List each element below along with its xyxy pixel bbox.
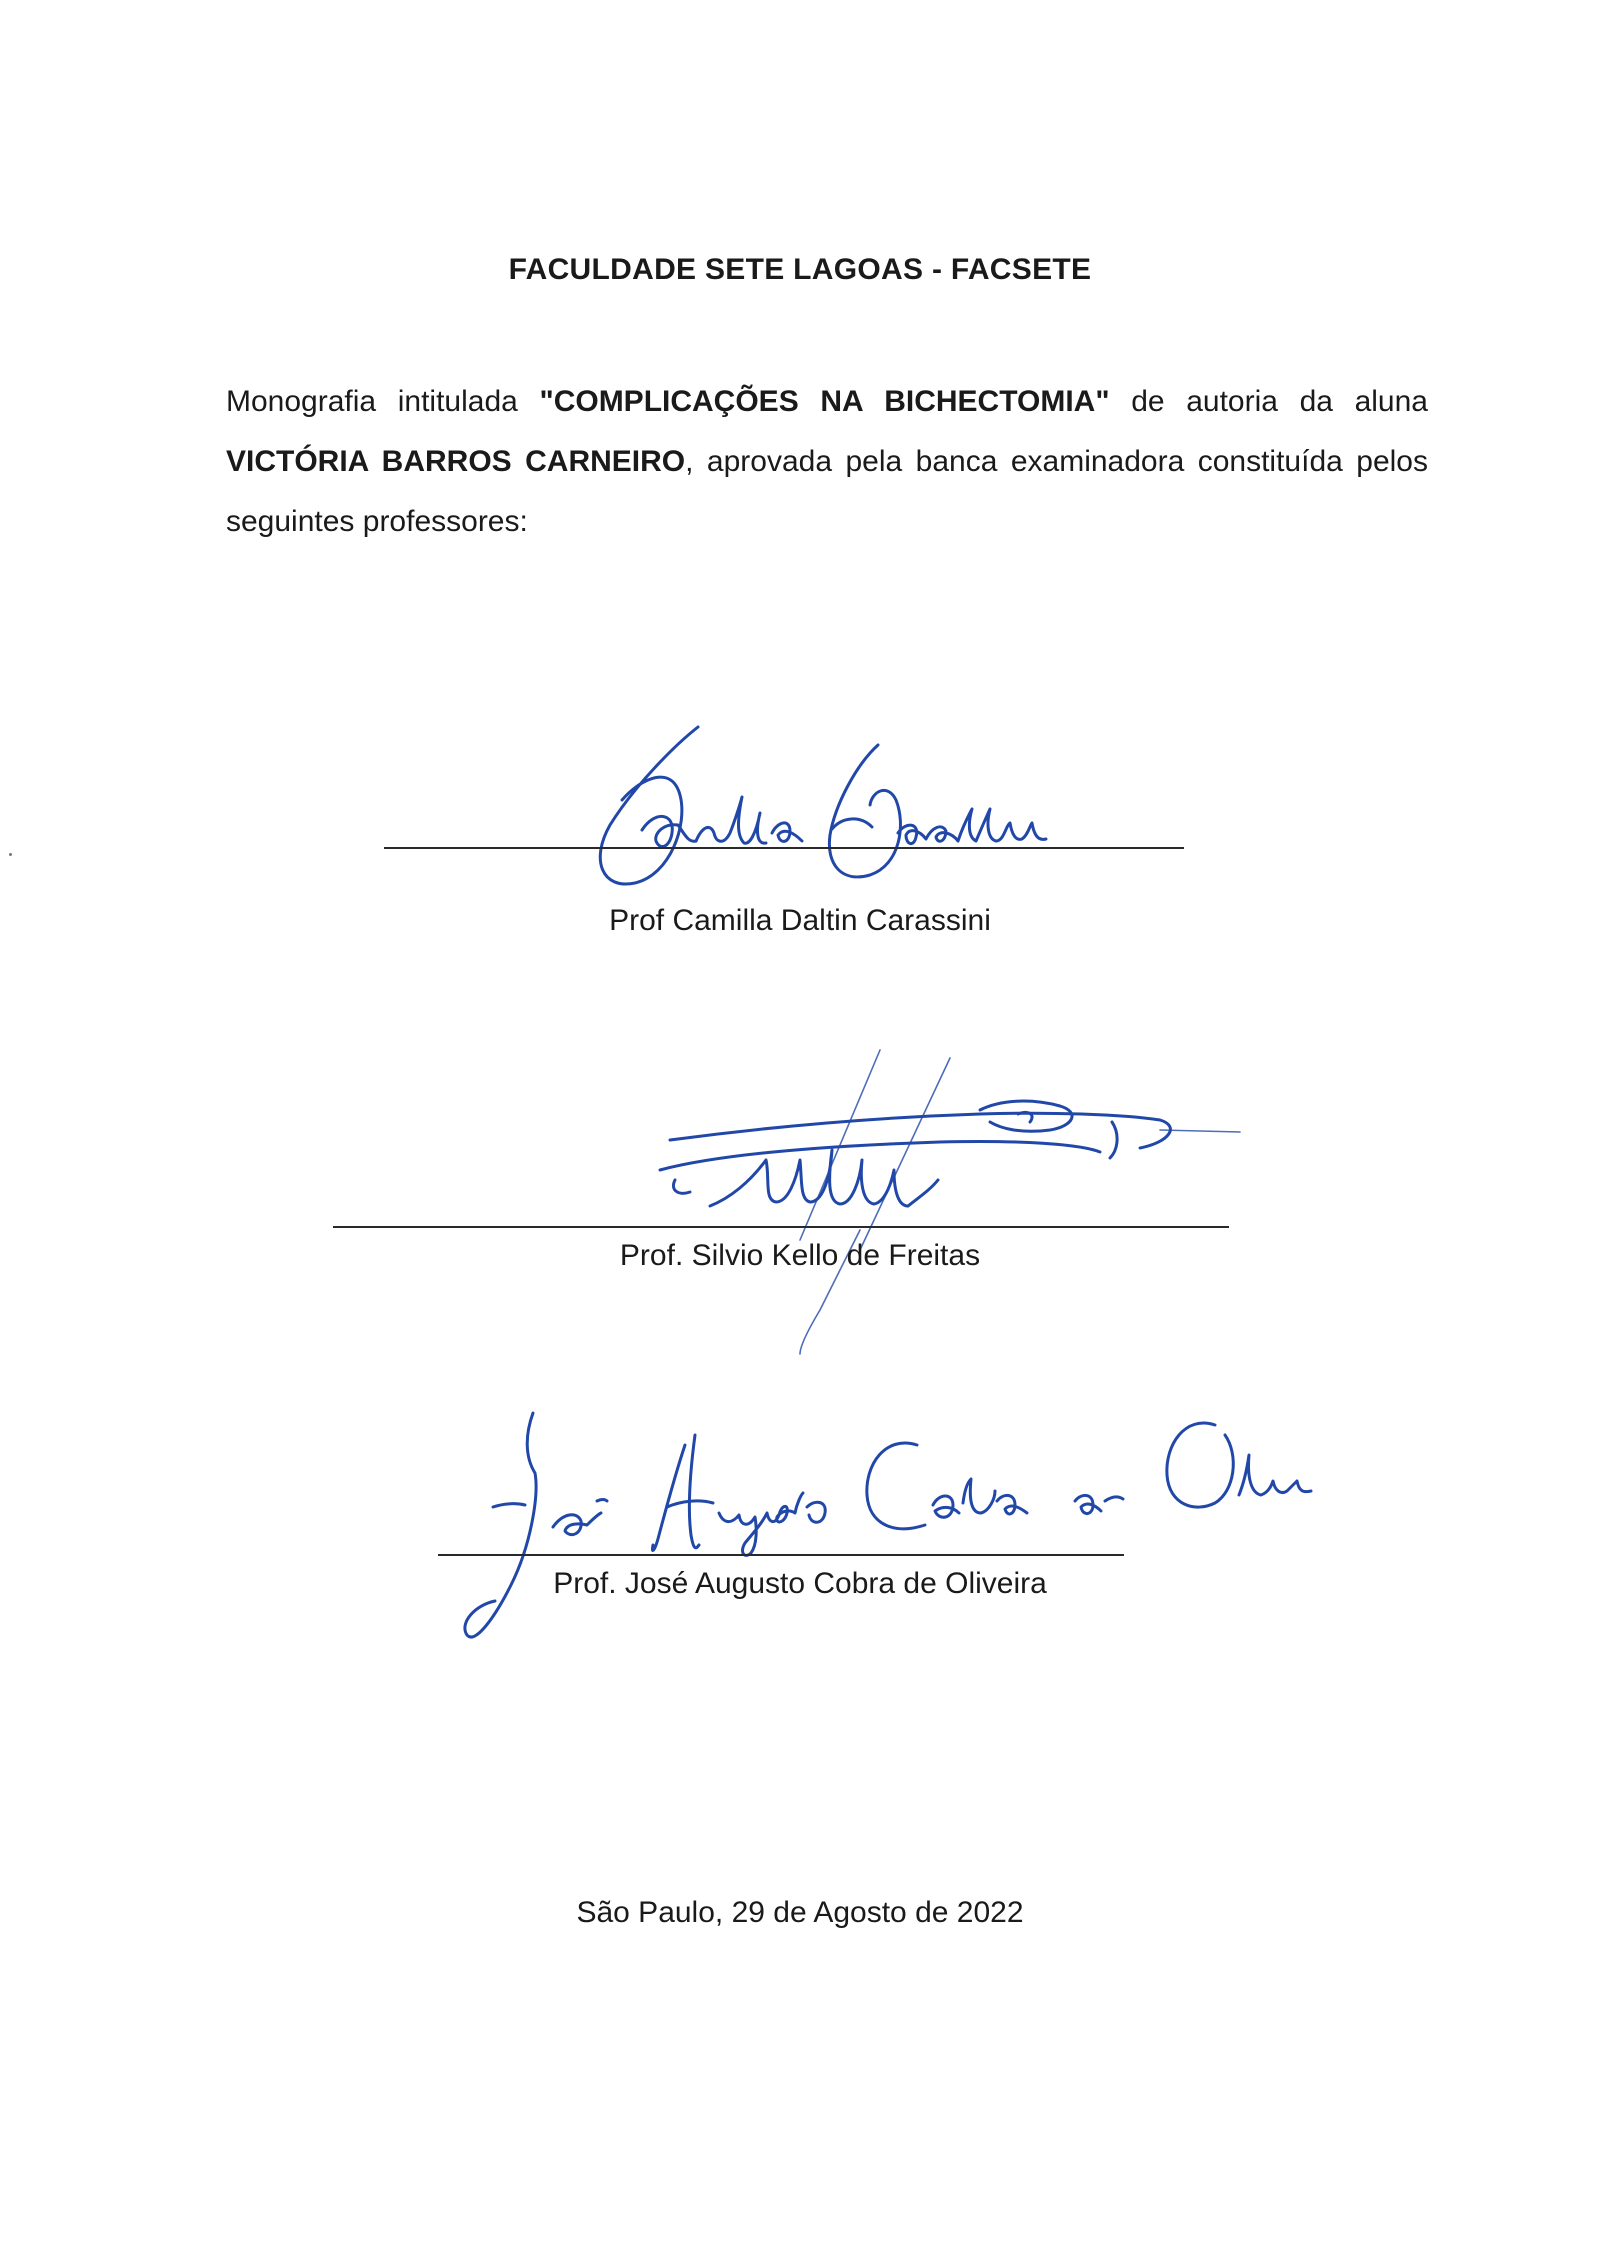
signature-silvio-kello-freitas xyxy=(560,1030,1200,1390)
examiner-name-3: Prof. José Augusto Cobra de Oliveira xyxy=(553,1567,1047,1600)
approval-statement xyxy=(226,372,1428,552)
examiner-name-2: Prof. Silvio Kello de Freitas xyxy=(619,1239,981,1272)
monograph-title: "COMPLICAÇÕES NA BICHECTOMIA" xyxy=(539,385,1110,418)
institution-heading: FACULDADE SETE LAGOAS - FACSETE xyxy=(508,253,1092,286)
signature-line-3 xyxy=(438,1554,1124,1556)
approval-intro: Monografia intitulada xyxy=(226,385,540,418)
signature-jose-augusto-cobra-oliveira xyxy=(455,1395,1315,1665)
examiner-name-1: Prof Camilla Daltin Carassini xyxy=(609,904,991,937)
author-name: VICTÓRIA BARROS CARNEIRO xyxy=(226,445,686,478)
signature-camilla-carassini xyxy=(580,705,1140,905)
signature-line-1 xyxy=(384,847,1184,849)
place-and-date: São Paulo, 29 de Agosto de 2022 xyxy=(576,1896,1024,1929)
approval-middle: de autoria da aluna xyxy=(1109,385,1428,418)
scan-speck xyxy=(9,853,12,856)
signature-line-2 xyxy=(333,1226,1229,1228)
approval-outro: , aprovada pela banca examinadora constituída pelos seguintes professores: xyxy=(226,445,1428,538)
